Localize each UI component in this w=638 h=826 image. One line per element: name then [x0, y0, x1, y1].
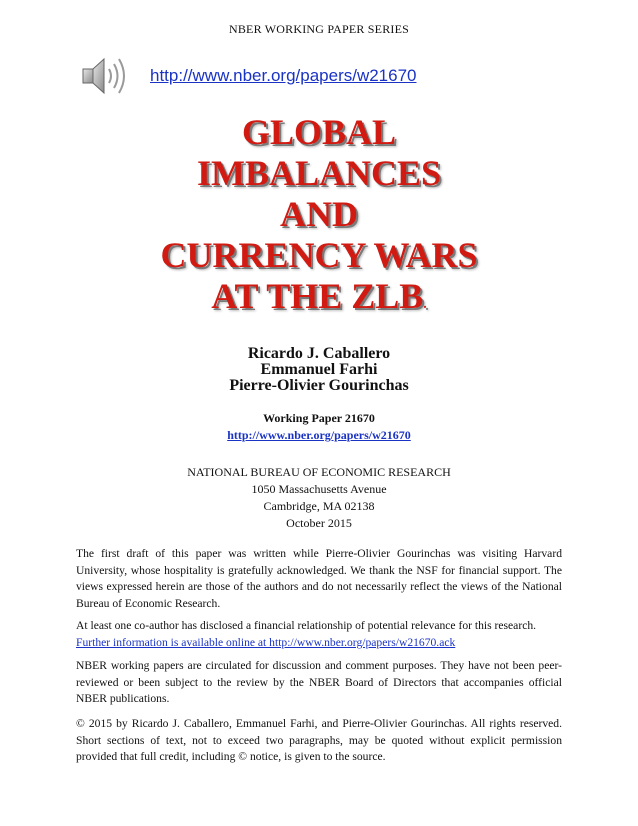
title-line-text: AT THE ZLB [211, 276, 424, 316]
paper-url-link[interactable]: http://www.nber.org/papers/w21670 [150, 66, 417, 85]
institution-address: 1050 Massachusetts Avenue [251, 482, 387, 496]
working-paper-info [0, 410, 638, 444]
disclosure-text: At least one co-author has disclosed a financial relationship of potential relevance for this research. [76, 619, 537, 632]
title-trailing-mark: . [423, 297, 427, 312]
working-paper-label: Working Paper 21670 [263, 411, 375, 425]
institution-block [0, 464, 638, 532]
institution-city: Cambridge, MA 02138 [263, 499, 375, 513]
title-line: CURRENCY WARS [160, 235, 478, 275]
institution-name: NATIONAL BUREAU OF ECONOMIC RESEARCH [187, 465, 451, 479]
author-list [0, 346, 638, 394]
acknowledgment-paragraph: The first draft of this paper was written while Pierre-Olivier Gourinchas was visiting Harvard University, whose hospitality is gratefully acknowledged. We thank the NSF for financial support. The views expressed herein are those of the authors and do not necessarily reflect the views of the National Bureau of Economic Research. [76, 547, 562, 610]
circulation-paragraph: NBER working papers are circulated for discussion and comment purposes. They have not been peer-reviewed or been subject to the review by the NBER Board of Directors that accompanies official NBER publications. [76, 659, 562, 705]
paper-title [0, 112, 638, 325]
title-line [0, 276, 638, 325]
copyright-paragraph: © 2015 by Ricardo J. Caballero, Emmanuel Farhi, and Pierre-Olivier Gourinchas. All rights reserved. Short sections of text, not to exceed two paragraphs, may be quoted without explicit permission provided that full credit, including © notice, is given to the source. [76, 717, 562, 763]
speaker-volume-icon[interactable] [80, 52, 130, 100]
title-line: IMBALANCES [196, 153, 442, 193]
title-line: GLOBAL [241, 112, 397, 152]
series-heading: NBER WORKING PAPER SERIES [228, 22, 410, 36]
author-name: Ricardo J. Caballero [247, 345, 391, 362]
title-line: AND [280, 194, 358, 234]
author-name: Emmanuel Farhi [260, 361, 378, 378]
disclosure-link[interactable]: Further information is available online at http://www.nber.org/papers/w21670.ack [76, 635, 456, 649]
disclosure-paragraph [76, 618, 562, 651]
author-name: Pierre-Olivier Gourinchas [229, 377, 409, 394]
working-paper-url-link[interactable]: http://www.nber.org/papers/w21670 [227, 428, 411, 442]
publication-date: October 2015 [286, 516, 352, 530]
